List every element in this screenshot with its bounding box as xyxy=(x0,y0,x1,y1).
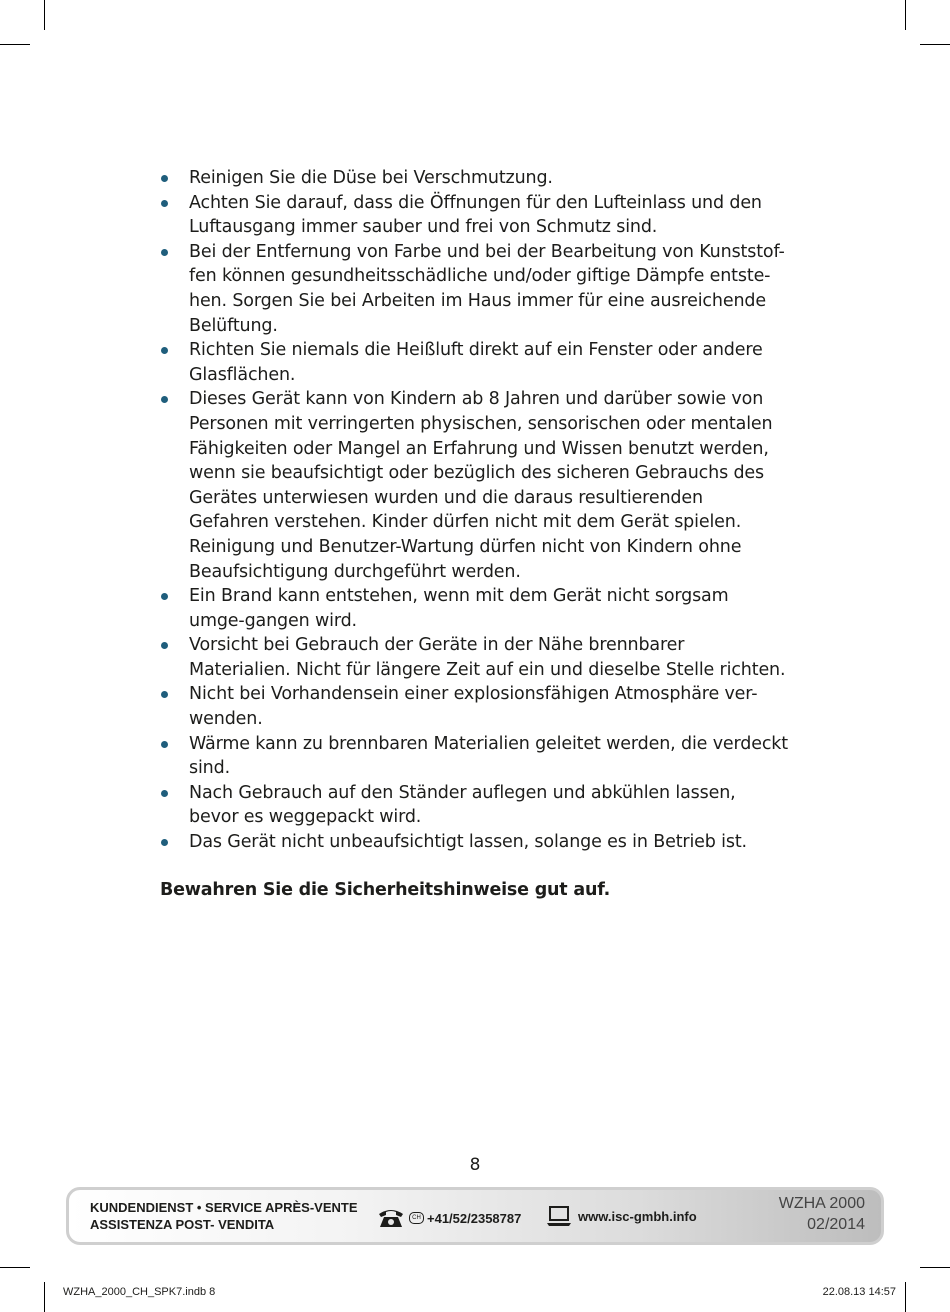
edition-date: 02/2014 xyxy=(807,1216,865,1233)
bullet-icon xyxy=(161,741,168,748)
crop-mark xyxy=(905,1282,906,1312)
telephone-icon xyxy=(377,1207,405,1229)
list-item xyxy=(160,781,788,830)
service-line-2: ASSISTENZA POST- VENDITA xyxy=(90,1217,275,1232)
bullet-text: Nach Gebrauch auf den Ständer auflegen und abkühlen lassen, bevor es weggepackt wird. xyxy=(189,782,736,828)
web-contact xyxy=(546,1203,697,1229)
list-item xyxy=(160,240,788,338)
safety-bullet-list xyxy=(160,166,788,855)
laptop-icon xyxy=(546,1205,572,1227)
bullet-icon xyxy=(161,396,168,403)
phone-contact xyxy=(377,1205,521,1231)
crop-mark xyxy=(0,44,30,45)
bullet-text: Wärme kann zu brennbaren Materialien geleitet werden, die verdeckt sind. xyxy=(189,733,788,779)
print-slug-timestamp: 22.08.13 14:57 xyxy=(822,1286,896,1298)
crop-mark xyxy=(920,44,950,45)
bullet-icon xyxy=(161,200,168,207)
bullet-text: Richten Sie niemals die Heißluft direkt auf ein Fenster oder andere Glasflächen. xyxy=(189,340,763,385)
print-slug-file: WZHA_2000_CH_SPK7.indb 8 xyxy=(63,1286,216,1298)
crop-mark xyxy=(44,0,45,30)
bullet-text: Achten Sie darauf, dass die Öffnungen für den Lufteinlass und den Luftausgang immer sauber und frei von Schmutz sind. xyxy=(189,192,762,238)
bullet-text: Bei der Entfernung von Farbe und bei der Bearbeitung von Kunststof-fen können gesundheitsschädliche und/oder giftige Dämpfe entste-hen. Sorgen Sie bei Arbeiten im Haus immer für eine ausreichende Belüftung. xyxy=(189,241,785,336)
crop-mark xyxy=(44,1282,45,1312)
bullet-icon xyxy=(161,593,168,600)
bullet-icon xyxy=(161,642,168,649)
crop-mark xyxy=(905,0,906,30)
website-link[interactable]: www.isc-gmbh.info xyxy=(578,1208,697,1224)
page-number: 8 xyxy=(469,1155,481,1175)
bullet-icon xyxy=(161,839,168,846)
list-item xyxy=(160,633,788,682)
closing-note: Bewahren Sie die Sicherheitshinweise gut auf. xyxy=(160,879,611,900)
service-line-1: KUNDENDIENST • SERVICE APRÈS-VENTE xyxy=(90,1200,358,1215)
bullet-text: Vorsicht bei Gebrauch der Geräte in der Nähe brennbarer Materialien. Nicht für längere Zeit auf ein und dieselbe Stelle richten. xyxy=(189,635,786,680)
service-label xyxy=(90,1199,357,1233)
list-item xyxy=(160,830,788,855)
bullet-text: Dieses Gerät kann von Kindern ab 8 Jahren und darüber sowie von Personen mit verringerten physischen, sensorischen oder mentalen Fähigkeiten oder Mangel an Erfahrung und Wissen benutzt werden, wenn sie beaufsichtigt oder bezüglich des sicheren Gebrauchs des Gerätes unterwiesen wurden und die daraus resultierenden Gefahren verstehen. Kinder dürfen nicht mit dem Gerät spielen. Reinigung und Benutzer-Wartung dürfen nicht von Kindern ohne Beaufsichtigung durchgeführt werden. xyxy=(189,389,773,582)
bullet-text: Ein Brand kann entstehen, wenn mit dem Gerät nicht sorgsam umge-gangen wird. xyxy=(189,586,729,631)
list-item xyxy=(160,732,788,781)
bullet-icon xyxy=(161,249,168,256)
list-item xyxy=(160,166,788,191)
crop-mark xyxy=(0,1267,30,1268)
bullet-text: Das Gerät nicht unbeaufsichtigt lassen, solange es in Betrieb ist. xyxy=(189,832,747,853)
list-item xyxy=(160,682,788,731)
service-footer-bar xyxy=(66,1187,884,1245)
model-info xyxy=(779,1193,865,1235)
model-number: WZHA 2000 xyxy=(778,1195,865,1212)
bullet-text: Nicht bei Vorhandensein einer explosionsfähigen Atmosphäre ver-wenden. xyxy=(189,684,758,730)
list-item xyxy=(160,584,788,633)
bullet-icon xyxy=(161,691,168,698)
phone-number[interactable]: +41/52/2358787 xyxy=(427,1210,522,1226)
list-item xyxy=(160,338,788,387)
bullet-text: Reinigen Sie die Düse bei Verschmutzung. xyxy=(189,168,553,188)
bullet-icon xyxy=(161,175,168,182)
bullet-icon xyxy=(161,347,168,354)
list-item xyxy=(160,387,788,584)
crop-mark xyxy=(920,1267,950,1268)
bullet-icon xyxy=(161,790,168,797)
country-badge: CH xyxy=(409,1212,424,1224)
list-item xyxy=(160,191,788,240)
main-content xyxy=(160,166,788,900)
